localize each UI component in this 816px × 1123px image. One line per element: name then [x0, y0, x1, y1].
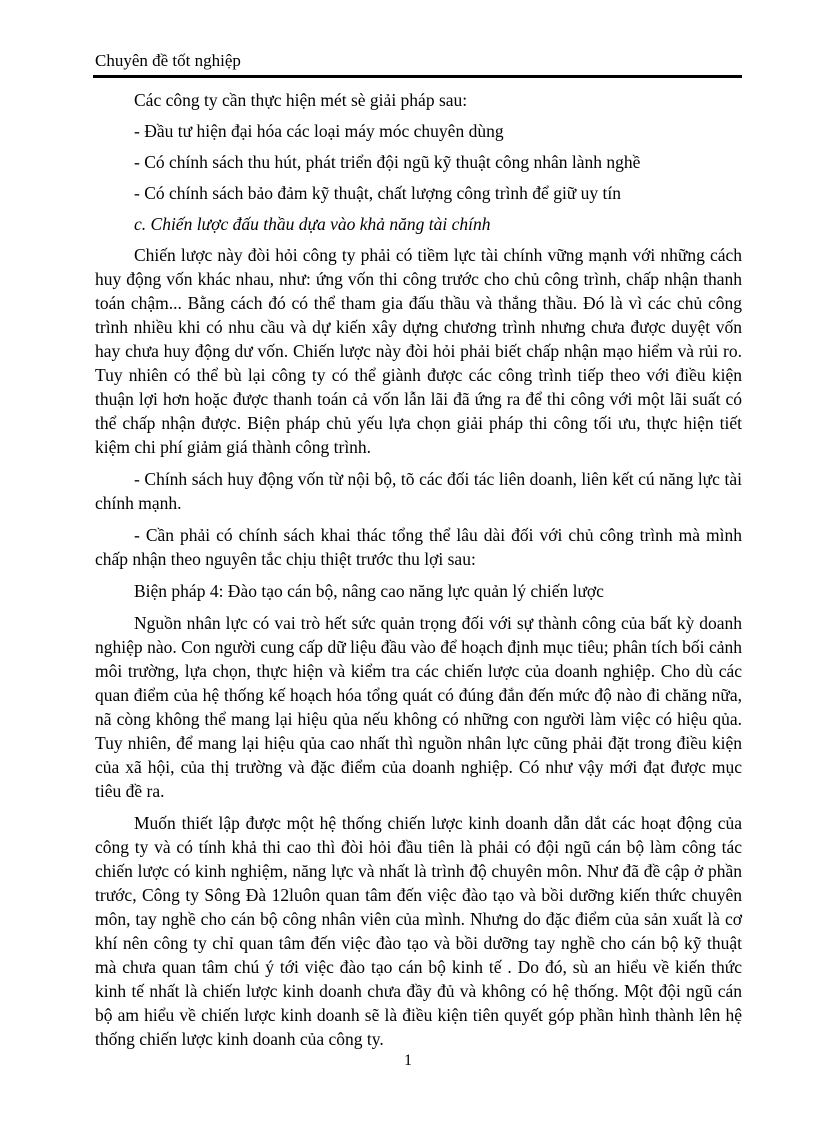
section-heading-measure-4: Biện pháp 4: Đào tạo cán bộ, nâng cao năng lực quản lý chiến lược: [134, 581, 604, 601]
paragraph-financial-strategy: Chiến lược này đòi hỏi công ty phải có tiềm lực tài chính vững mạnh với những cách huy động vốn khác nhau, như: ứng vốn thi công trước cho chủ công trình, chấp nhận thanh toán chậm... Bằng cách đó có thể tham gia đấu thầu và thắng thầu. Đó là vì các chủ công trình nhiều khi có nhu cầu và dự kiến xây dựng chương trình nhưng chưa được duyệt vốn hay chưa huy động dư vốn. Chiến lược này đòi hỏi phải biết chấp nhận mạo hiểm và rủi ro. Tuy nhiên có thể bù lại công ty có thể giành được các công trình tiếp theo với điều kiện thuận lợi hơn hoặc được thanh toán cả vốn lẫn lãi đã ứng ra để thi công với một lãi suất có thể chấp nhận được. Biện pháp chủ yếu lựa chọn giải pháp thi công tối ưu, thực hiện tiết kiệm chi phí giảm giá thành công trình.: [95, 245, 742, 457]
running-header: Chuyên đề tốt nghiệp: [95, 51, 241, 70]
paragraph-capital-mobilization: - Chính sách huy động vốn từ nội bộ, tõ các đối tác liên doanh, liên kết cú năng lực tài chính mạnh.: [95, 469, 742, 513]
paragraph-long-term-policy: - Cần phải có chính sách khai thác tổng thể lâu dài đối với chủ công trình mà mình chấp nhận theo nguyên tắc chịu thiệt trước thu lợi sau:: [95, 525, 742, 569]
bullet-skilled-workforce: - Có chính sách thu hút, phát triển đội ngũ kỹ thuật công nhân lành nghề: [134, 152, 641, 172]
page-number: 1: [404, 1052, 412, 1069]
paragraph-strategy-staff: Muốn thiết lập được một hệ thống chiến lược kinh doanh dẫn dắt các hoạt động của công ty và có tính khả thi cao thì đòi hỏi đầu tiên là phải có đội ngũ cán bộ làm công tác chiến lược có kinh nghiệm, năng lực và nhất là trình độ chuyên môn. Như đã đề cập ở phần trước, Công ty Sông Đà 12luôn quan tâm đến việc đào tạo và bồi dưỡng kiến thức chuyên môn, tay nghề cho cán bộ công nhân viên của mình. Nhưng do đặc điểm của sản xuất là cơ khí nên công ty chỉ quan tâm đến việc đào tạo và bồi dưỡng tay nghề cho cán bộ kỹ thuật mà chưa quan tâm chú ý tới việc đào tạo cán bộ kinh tế . Do đó, sù an hiểu về kiến thức kinh tế nhất là chiến lược kinh doanh chưa đầy đủ và không có hệ thống. Một đội ngũ cán bộ am hiểu về chiến lược kinh doanh sẽ là điều kiện tiên quyết góp phần hình thành lên hệ thống chiến lược kinh doanh của công ty.: [95, 813, 742, 1049]
paragraph-human-resources: Nguồn nhân lực có vai trò hết sức quản trọng đối với sự thành công của bất kỳ doanh nghiệp nào. Con người cung cấp dữ liệu đầu vào để hoạch định mục tiêu; phân tích bối cảnh môi trường, lựa chọn, thực hiện và kiểm tra các chiến lược của doanh nghiệp. Cho dù các quan điểm của hệ thống kế hoạch hóa tổng quát có đúng đắn đến mức độ nào đi chăng nữa, nã còng không thể mang lại hiệu qủa nếu không có những con người làm việc có hiệu qủa. Tuy nhiên, để mang lại hiệu qủa cao nhất thì nguồn nhân lực cũng phải đặt trong điều kiện của xã hội, của thị trường và đặc điểm của doanh nghiệp. Có như vậy mới đạt được mục tiêu đề ra.: [95, 613, 742, 801]
bullet-quality-policy: - Có chính sách bảo đảm kỹ thuật, chất lượng công trình để giữ uy tín: [134, 183, 622, 203]
header-rule: [93, 75, 742, 78]
section-heading-financial-strategy: c. Chiến lược đấu thầu dựa vào khả năng tài chính: [134, 214, 491, 234]
bullet-modernize-machinery: - Đầu tư hiện đại hóa các loại máy móc chuyên dùng: [134, 121, 504, 141]
paragraph-intro: Các công ty cần thực hiện mét sè giải pháp sau:: [134, 90, 468, 110]
document-body: [95, 88, 742, 1059]
